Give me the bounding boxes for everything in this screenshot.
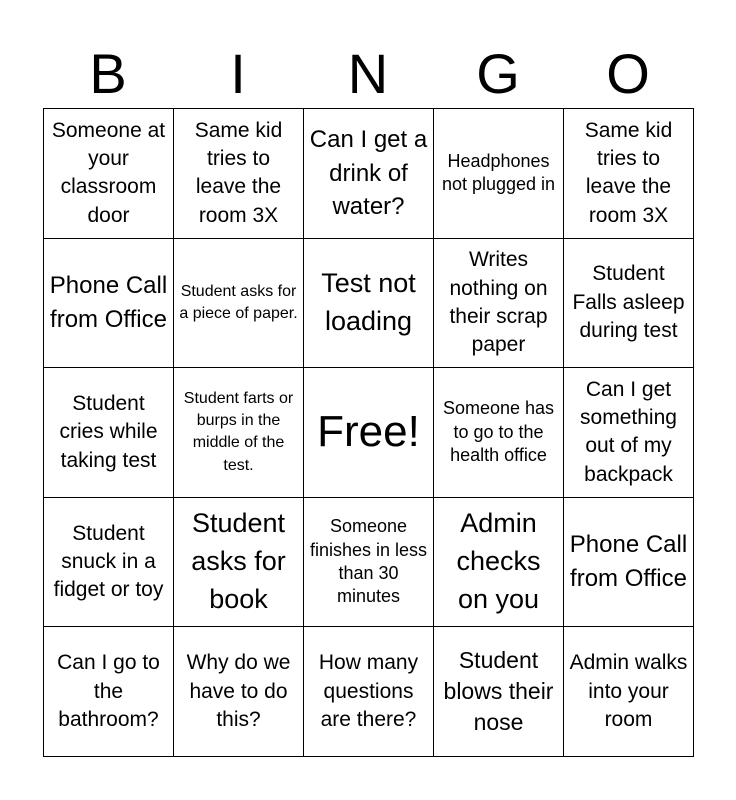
bingo-cell[interactable]: Admin checks on you — [434, 498, 564, 628]
free-space-cell[interactable]: Free! — [304, 368, 434, 498]
bingo-cell[interactable]: Admin walks into your room — [564, 627, 694, 757]
bingo-cell[interactable]: Same kid tries to leave the room 3X — [564, 109, 694, 239]
bingo-cell[interactable]: Student snuck in a fidget or toy — [44, 498, 174, 628]
bingo-cell[interactable]: Student blows their nose — [434, 627, 564, 757]
header-letter-g: G — [476, 42, 520, 105]
bingo-cell[interactable]: Student asks for a piece of paper. — [174, 239, 304, 369]
bingo-header — [43, 40, 693, 108]
bingo-cell[interactable]: Phone Call from Office — [564, 498, 694, 628]
header-letter-n: N — [347, 42, 389, 105]
bingo-cell[interactable]: Phone Call from Office — [44, 239, 174, 369]
bingo-cell[interactable]: Can I go to the bathroom? — [44, 627, 174, 757]
bingo-cell[interactable]: Someone finishes in less than 30 minutes — [304, 498, 434, 628]
header-letter-o: O — [606, 42, 650, 105]
bingo-cell[interactable]: Student cries while taking test — [44, 368, 174, 498]
bingo-cell[interactable]: Student farts or burps in the middle of the test. — [174, 368, 304, 498]
bingo-cell[interactable]: Student Falls asleep during test — [564, 239, 694, 369]
bingo-cell[interactable]: Same kid tries to leave the room 3X — [174, 109, 304, 239]
bingo-cell[interactable]: Writes nothing on their scrap paper — [434, 239, 564, 369]
bingo-cell[interactable]: Can I get something out of my backpack — [564, 368, 694, 498]
bingo-cell[interactable]: Someone at your classroom door — [44, 109, 174, 239]
bingo-cell[interactable]: Someone has to go to the health office — [434, 368, 564, 498]
bingo-cell[interactable]: Headphones not plugged in — [434, 109, 564, 239]
bingo-cell[interactable]: Test not loading — [304, 239, 434, 369]
bingo-cell[interactable]: Can I get a drink of water? — [304, 109, 434, 239]
bingo-cell[interactable]: Why do we have to do this? — [174, 627, 304, 757]
header-letter-i: I — [230, 42, 246, 105]
bingo-grid — [43, 108, 694, 757]
header-letter-b: B — [89, 42, 127, 105]
bingo-cell[interactable]: Student asks for book — [174, 498, 304, 628]
bingo-cell[interactable]: How many questions are there? — [304, 627, 434, 757]
